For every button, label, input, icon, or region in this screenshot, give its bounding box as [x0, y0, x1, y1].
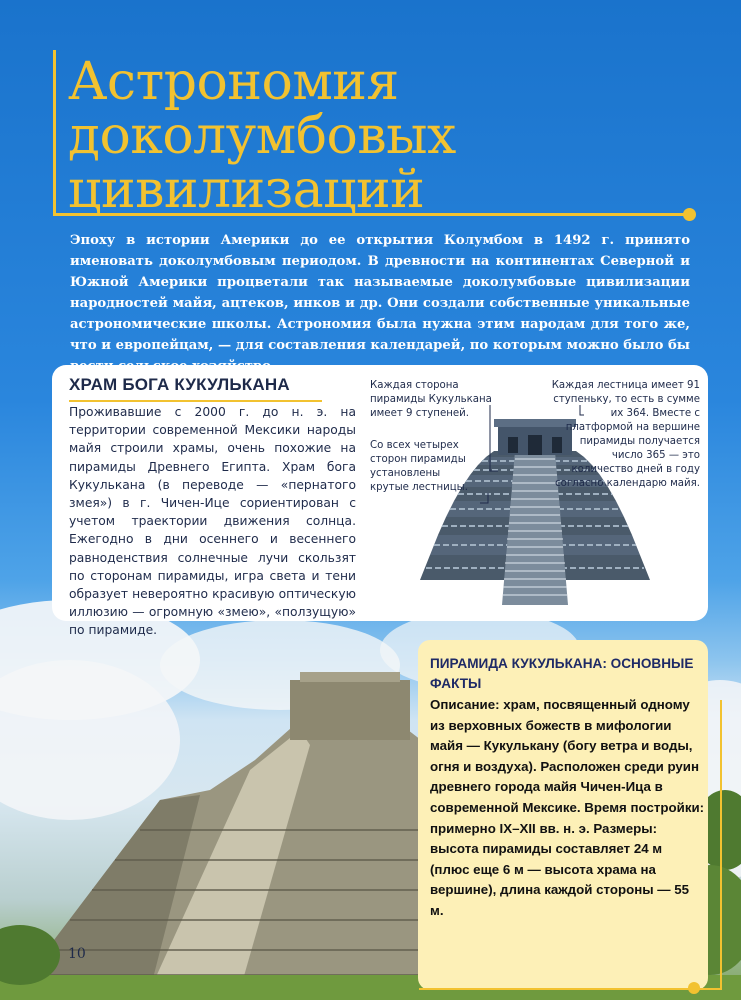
- title-dot: [683, 208, 696, 221]
- pyramid-photo-temple: [290, 680, 410, 740]
- page-number: 10: [68, 946, 86, 962]
- pyramid-temple-door: [528, 435, 542, 455]
- temple-text: Проживавшие с 2000 г. до н. э. на территории современной Мексики народы майя строили храмы, очень похожие на пирамиды Древнего Египта. Храм бога Кукулькана (в переводе — «пернатого змея») в г. Чичен-Ице сориентирован с учетом траектории движения солнца. Ежегодно в дни осеннего и весеннего равноденствия солнечные лучи скользят по сторонам пирамиды, игра света и тени образует невероятно красивую оптическую иллюзию — огромную «змею», «ползущую» по пирамиде.: [69, 405, 356, 638]
- temple-card: [52, 365, 708, 638]
- pyramid-diagram: [370, 375, 700, 615]
- facts-dot: [688, 982, 700, 994]
- callout-steps-per-side: Каждая сторона пирамиды Кукулькана имеет 9 ступеней.: [370, 380, 492, 419]
- facts-title: ПИРАМИДА КУКУЛЬКАНА: ОСНОВНЫЕ ФАКТЫ: [430, 656, 694, 691]
- temple-title-underline: [69, 400, 322, 402]
- title-frame-line: [53, 50, 56, 216]
- facts-text: Описание: храм, посвященный одному из верховных божеств в мифологии майя — Кукулькану (богу ветра и воды, огня и воздуха). Расположен среди руин древнего города майя Чичен-Ица в современной Мексике. Время постройки: примерно IX–XII вв. н. э. Размеры: высота пирамиды составляет 24 м (плюс еще 6 м — высота храма на вершине), длина каждой стороны — 55 м.: [430, 697, 705, 918]
- facts-frame-line: [720, 700, 722, 990]
- temple-title: ХРАМ БОГА КУКУЛЬКАНА: [69, 375, 290, 394]
- pyramid-temple-door: [508, 437, 518, 453]
- pyramid-photo-temple-top: [300, 672, 400, 682]
- callout-calendar: Каждая лестница имеет 91 ступеньку, то есть в сумме их 364. Вместе с платформой на вершине пирамиды получается число 365 — это количество дней в году согласно календарю майя.: [551, 380, 700, 489]
- intro-paragraph: Эпоху в истории Америки до ее открытия Колумбом в 1492 г. принято именовать доколумбовым периодом. В древности на континентах Северной и Южной Америки процветали так называемые доколумбовые цивилизации народностей майя, ацтеков, инков и др. Они создали собственные уникальные астрономические школы. Астрономия была нужна этим народам для того же, что и европейцам, — для составления календарей, по которым можно было бы: [70, 233, 690, 353]
- facts-underline: [419, 988, 722, 990]
- facts-box: [418, 640, 708, 990]
- callout-staircases: Со всех четырех сторон пирамиды установлены крутые лестницы.: [370, 440, 468, 493]
- page-title: Астрономия доколумбовых цивилизаций: [68, 52, 456, 220]
